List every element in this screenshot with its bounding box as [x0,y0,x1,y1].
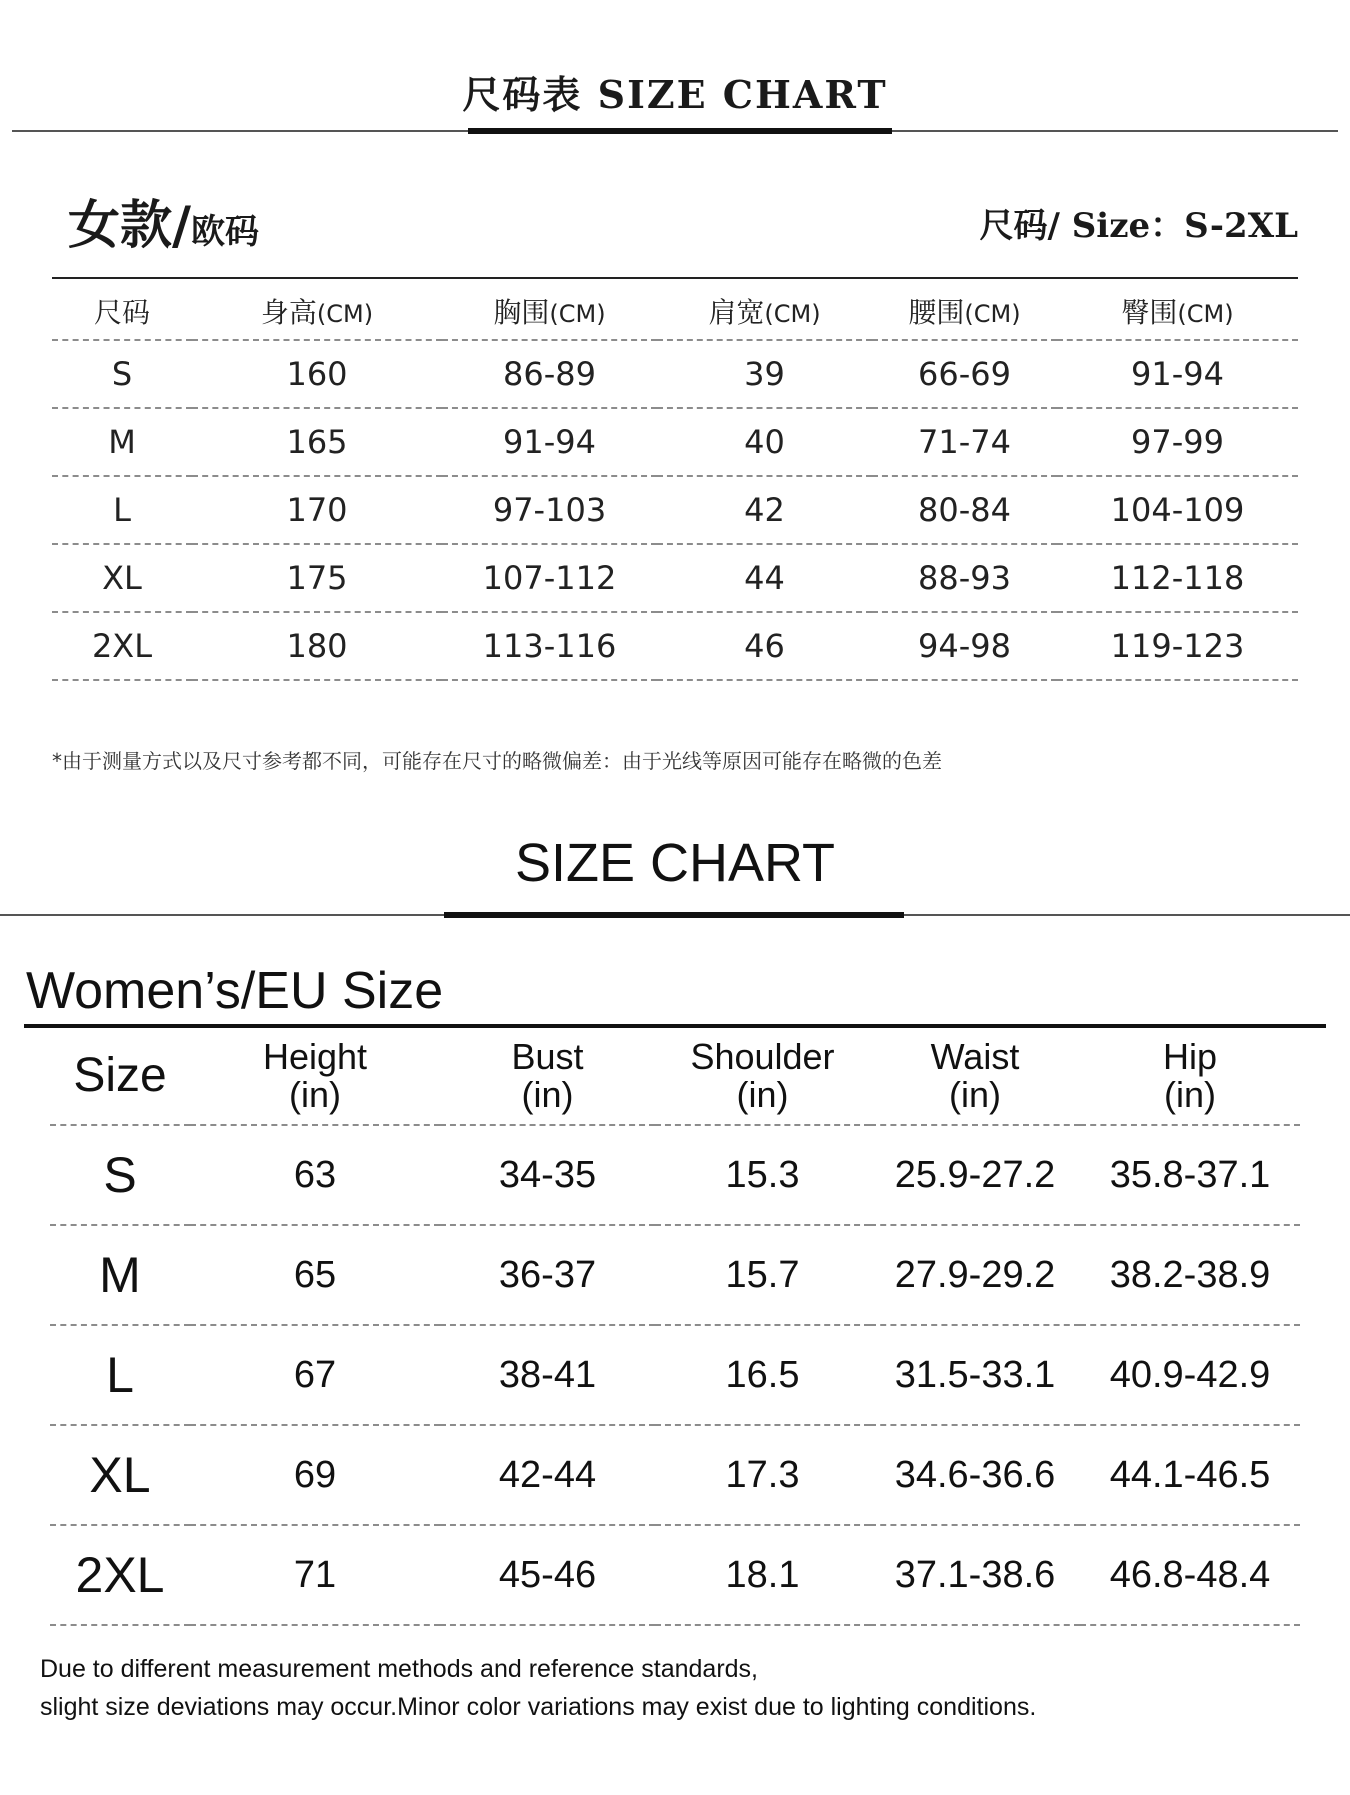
en-header-unit: (in) [736,1074,789,1115]
cn-cell-shoulder: 44 [657,544,872,612]
en-cell-size: M [50,1225,190,1325]
cn-cell-bust: 113-116 [442,612,657,680]
en-cell-bust: 45-46 [440,1525,655,1625]
en-header-label: Waist [930,1036,1020,1077]
cn-header-label: 臀围 [1121,296,1178,329]
en-header-hip [1080,1028,1300,1125]
cn-header-bust [442,283,657,340]
cn-header-label: 尺码 [93,296,150,329]
en-cell-shoulder: 15.3 [655,1125,870,1225]
cn-cell-height: 160 [192,340,442,408]
en-cell-size: S [50,1125,190,1225]
cn-heading-sub: 欧码 [191,212,259,252]
cn-header-label: 身高 [260,296,317,329]
cn-header-unit: (CM) [764,300,821,328]
cn-cell-bust: 97-103 [442,476,657,544]
en-header-label: Height [262,1036,368,1077]
en-note-line-2: slight size deviations may occur.Minor color variations may exist due to lighting conditions. [40,1693,1037,1721]
cn-table-top-rule [52,277,1298,279]
en-note-line-1: Due to different measurement methods and reference standards, [40,1655,759,1683]
cn-cell-shoulder: 40 [657,408,872,476]
cn-cell-height: 175 [192,544,442,612]
cn-cell-waist: 94-98 [872,612,1057,680]
cn-cell-shoulder: 39 [657,340,872,408]
cn-row-2xl [52,612,1298,680]
cn-section-heading [68,196,259,262]
cn-header-label: 腰围 [908,296,965,329]
cn-cell-height: 170 [192,476,442,544]
cn-size-table [52,283,1298,681]
en-header-label: Hip [1162,1036,1218,1077]
cn-cell-shoulder: 42 [657,476,872,544]
cn-header-hip [1057,283,1298,340]
cn-size-range: 尺码/ Size：S-2XL [979,206,1298,246]
en-size-table [50,1028,1300,1626]
cn-cell-bust: 107-112 [442,544,657,612]
cn-cell-waist: 80-84 [872,476,1057,544]
cn-cell-waist: 71-74 [872,408,1057,476]
en-row-l [50,1325,1300,1425]
cn-header-label: 胸围 [493,296,550,329]
en-row-s [50,1125,1300,1225]
cn-cell-hip: 119-123 [1057,612,1298,680]
en-cell-height: 69 [190,1425,440,1525]
en-cell-bust: 34-35 [440,1125,655,1225]
en-row-xl [50,1425,1300,1525]
en-header-unit: (in) [1164,1074,1216,1115]
en-header-waist [870,1028,1080,1125]
en-chart-title: SIZE CHART [514,833,836,893]
cn-cell-hip: 91-94 [1057,340,1298,408]
cn-cell-waist: 88-93 [872,544,1057,612]
en-cell-waist: 31.5-33.1 [870,1325,1080,1425]
cn-header-unit: (CM) [316,300,374,328]
cn-cell-hip: 97-99 [1057,408,1298,476]
en-cell-hip: 44.1-46.5 [1080,1425,1300,1525]
cn-title-underline [468,128,892,134]
en-cell-waist: 27.9-29.2 [870,1225,1080,1325]
en-cell-height: 71 [190,1525,440,1625]
en-cell-size: 2XL [50,1525,190,1625]
cn-cell-hip: 112-118 [1057,544,1298,612]
en-cell-bust: 36-37 [440,1225,655,1325]
cn-cell-height: 180 [192,612,442,680]
en-cell-height: 63 [190,1125,440,1225]
cn-cell-size: S [52,340,192,408]
en-cell-height: 65 [190,1225,440,1325]
cn-heading-main: 女款/ [68,196,191,256]
en-disclaimer-note [40,1650,1036,1726]
en-header-shoulder [655,1028,870,1125]
cn-cell-bust: 86-89 [442,340,657,408]
en-cell-hip: 46.8-48.4 [1080,1525,1300,1625]
en-cell-hip: 38.2-38.9 [1080,1225,1300,1325]
cn-cell-waist: 66-69 [872,340,1057,408]
cn-cell-shoulder: 46 [657,612,872,680]
en-row-2xl [50,1525,1300,1625]
cn-row-m [52,408,1298,476]
en-header-label: Size [73,1049,167,1102]
cn-header-unit: (CM) [1177,300,1234,328]
cn-chart-title: 尺码表 SIZE CHART [462,72,888,117]
en-cell-waist: 37.1-38.6 [870,1525,1080,1625]
cn-cell-height: 165 [192,408,442,476]
en-header-unit: (in) [949,1074,1001,1115]
cn-header-size [52,283,192,340]
en-header-label: Shoulder [690,1036,835,1077]
cn-cell-bust: 91-94 [442,408,657,476]
en-cell-height: 67 [190,1325,440,1425]
en-cell-shoulder: 17.3 [655,1425,870,1525]
en-header-label: Bust [511,1036,584,1077]
en-header-bust [440,1028,655,1125]
cn-header-shoulder [657,283,872,340]
en-cell-shoulder: 16.5 [655,1325,870,1425]
en-header-size [50,1028,190,1125]
en-cell-hip: 40.9-42.9 [1080,1325,1300,1425]
cn-header-waist [872,283,1057,340]
cn-header-label: 肩宽 [708,296,765,329]
cn-disclaimer-note: *由于测量方式以及尺寸参考都不同，可能存在尺寸的略微偏差：由于光线等原因可能存在略微的色差 [52,749,942,773]
cn-cell-size: XL [52,544,192,612]
en-cell-waist: 25.9-27.2 [870,1125,1080,1225]
cn-cell-hip: 104-109 [1057,476,1298,544]
en-cell-shoulder: 18.1 [655,1525,870,1625]
cn-header-unit: (CM) [964,300,1021,328]
en-header-row [50,1028,1300,1125]
en-section-heading: Women’s/EU Size [26,962,444,1020]
en-row-m [50,1225,1300,1325]
cn-cell-size: M [52,408,192,476]
cn-cell-size: L [52,476,192,544]
en-header-height [190,1028,440,1125]
en-cell-hip: 35.8-37.1 [1080,1125,1300,1225]
en-header-unit: (in) [521,1074,574,1115]
cn-row-s [52,340,1298,408]
cn-cell-size: 2XL [52,612,192,680]
en-cell-size: XL [50,1425,190,1525]
en-cell-size: L [50,1325,190,1425]
cn-header-unit: (CM) [549,300,606,328]
en-title-underline [444,912,904,918]
cn-row-xl [52,544,1298,612]
en-header-unit: (in) [289,1074,341,1115]
en-cell-bust: 38-41 [440,1325,655,1425]
en-cell-bust: 42-44 [440,1425,655,1525]
en-cell-shoulder: 15.7 [655,1225,870,1325]
en-cell-waist: 34.6-36.6 [870,1425,1080,1525]
cn-row-l [52,476,1298,544]
cn-header-height [192,283,442,340]
cn-header-row [52,283,1298,340]
